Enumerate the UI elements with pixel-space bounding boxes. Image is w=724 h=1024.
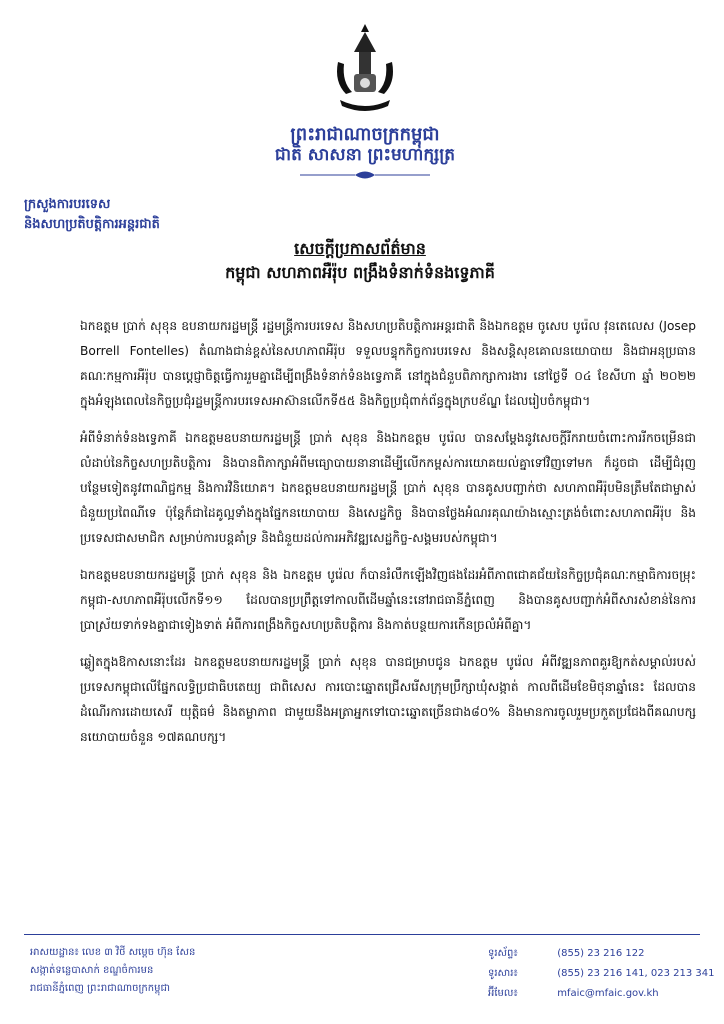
footer-contacts <box>488 944 718 1004</box>
national-motto: ជាតិ សាសនា ព្រះមហាក្សត្រ <box>274 145 456 165</box>
footer-address <box>30 944 360 998</box>
paragraph: ឯកឧត្តម ប្រាក់ សុខុន ឧបនាយករដ្ឋមន្ត្រី រដ្ឋមន្ត្រីការបរទេស និងសហប្រតិបត្តិការអន្តរជាតិ និងឯកឧត្តម ចូសេប បូរ៉េល វុនតេលេស (Josep Borrell Fontelles) តំណាងជាន់ខ្ពស់នៃសហភាពអឺរ៉ុប ទទួលបន្ទុកកិច្ចការបរទេស និងសន្តិសុខគោលនយោបាយ និងជាអនុប្រធានគណៈកម្មការអឺរ៉ុប បានប្តេជ្ញាចិត្តធ្វើការរួមគ្នាដើម្បីពង្រឹងទំនាក់ទំនងទ្វេភាគី នៅក្នុងជំនួបពិភាក្សាការងារ នៅថ្ងៃទី ០៤ ខែសីហា ឆ្នាំ ២០២២ ក្នុងអំឡុងពេលនៃកិច្ចប្រជុំរដ្ឋមន្ត្រីការបរទេសអាស៊ានលើកទី៥៥ និងកិច្ចប្រជុំពាក់ព័ន្ធក្នុងក្របខ័ណ្ឌ ដែលរៀបចំកម្ពុជា។ <box>80 319 696 408</box>
royal-coat-of-arms-icon <box>330 22 400 112</box>
ministry-name-line2: និងសហប្រតិបត្តិការអន្តរជាតិ <box>24 217 160 232</box>
email-row <box>488 984 718 1004</box>
email-label: អ៊ីមែល៖ <box>488 988 518 999</box>
ministry-name-line1: ក្រសួងការបរទេស <box>24 197 111 212</box>
fax-label: ទូរសារ៖ <box>488 968 518 979</box>
press-release-body <box>80 314 696 762</box>
address-line: សង្កាត់ទន្លេបាសាក់ ខណ្ឌចំការមន <box>30 965 154 976</box>
paragraph: ឯកឧត្តមឧបនាយករដ្ឋមន្ត្រី ប្រាក់ សុខុន និង ឯកឧត្តម បូរ៉េល ក៏បានរំលឹកឡើងវិញផងដែរអំពីភាពជោគជ័យនៃកិច្ចប្រជុំគណៈកម្មាធិការចម្រុះកម្ពុជា-សហភាពអឺរ៉ុបលើកទី១១ ដែលបានប្រព្រឹត្តទៅកាលពីដើមឆ្នាំនេះនៅរាជធានីភ្នំពេញ និងបានគូសបញ្ជាក់អំពីសារសំខាន់នៃការប្រាស្រ័យទាក់ទងគ្នាជាទៀងទាត់ អំពីការពង្រឹងកិច្ចសហប្រតិបត្តិការ និងកាត់បន្ថយការកើនច្រលំអំពីគ្នា។ <box>80 568 696 632</box>
document-title: សេចក្តីប្រកាសព័ត៌មាន <box>294 239 426 258</box>
kingdom-name: ព្រះរាជាណាចក្រកម្ពុជា <box>290 124 440 145</box>
email-link[interactable]: mfaic@mfaic.gov.kh <box>557 988 659 999</box>
phone-value: (855) 23 216 122 <box>557 948 645 959</box>
document-subtitle: កម្ពុជា សហភាពអឺរ៉ុប ពង្រឹងទំនាក់ទំនងទ្វេភាគី <box>225 263 495 282</box>
paragraph: ឆ្លៀតក្នុងឱកាសនោះដែរ ឯកឧត្តមឧបនាយករដ្ឋមន្ត្រី ប្រាក់ សុខុន បានជម្រាបជូន ឯកឧត្តម បូរ៉េល អំពីវឌ្ឍនភាពគួរឱ្យកត់សម្គាល់របស់ប្រទេសកម្ពុជាលើផ្នែកលទ្ធិប្រជាធិបតេយ្យ ជាពិសេស ការបោះឆ្នោតជ្រើសរើសក្រុមប្រឹក្សាឃុំសង្កាត់ កាលពីដើមខែមិថុនាឆ្នាំនេះ ដែលបានដំណើរការដោយសេរី យុត្តិធម៌ និងតម្លាភាព ជាមួយនឹងអត្រាអ្នកទៅបោះឆ្នោតច្រើនជាង៨០% និងមានការចូលរួមប្រកួតប្រជែងពីគណបក្សនយោបាយចំនួន ១៧គណបក្ស។ <box>80 655 696 744</box>
fax-row <box>488 964 718 984</box>
address-line: រាជធានីភ្នំពេញ ព្រះរាជាណាចក្រកម្ពុជា <box>30 983 170 994</box>
address-line: អាសយដ្ឋាន៖ លេខ ៣ វិថី សម្តេច ហ៊ុន សែន <box>30 947 196 958</box>
phone-row <box>488 944 718 964</box>
footer-divider <box>24 934 700 935</box>
paragraph: អំពីទំនាក់ទំនងទ្វេភាគី ឯកឧត្តមឧបនាយករដ្ឋមន្ត្រី ប្រាក់ សុខុន និងឯកឧត្តម បូរ៉េល បានសម្តែងនូវសេចក្តីរីករាយចំពោះការរីកចម្រើនជាលំដាប់នៃកិច្ចសហប្រតិបត្តិការ និងបានពិភាក្សាអំពីមធ្យោបាយនានាដើម្បីលើកកម្ពស់ការយោគយល់គ្នាទៅវិញទៅមក ក៏ដូចជា ដើម្បីជំរុញបន្ថែមទៀតនូវពាណិជ្ជកម្ម និងការវិនិយោគ។ ឯកឧត្តមឧបនាយករដ្ឋមន្ត្រី ប្រាក់ សុខុន បានគូសបញ្ជាក់ថា សហភាពអឺរ៉ុបមិនត្រឹមតែជាម្ចាស់ជំនួយប្រពៃណីទេ ប៉ុន្តែក៏ជាដៃគូល្អទាំងក្នុងផ្នែកនយោបាយ និងសេដ្ឋកិច្ច និងបានថ្លែងអំណរគុណយ៉ាងស្មោះត្រង់ចំពោះសហភាពអឺរ៉ុប និងប្រទេសជាសមាជិក សម្រាប់ការបន្តគាំទ្រ និងជំនួយដល់ការអភិវឌ្ឍសេដ្ឋកិច្ច-សង្គមរបស់កម្ពុជា។ <box>80 431 696 545</box>
ornament-divider-icon <box>290 170 440 180</box>
fax-value: (855) 23 216 141, 023 213 341 <box>557 968 715 979</box>
phone-label: ទូរស័ព្ទ៖ <box>488 948 518 959</box>
